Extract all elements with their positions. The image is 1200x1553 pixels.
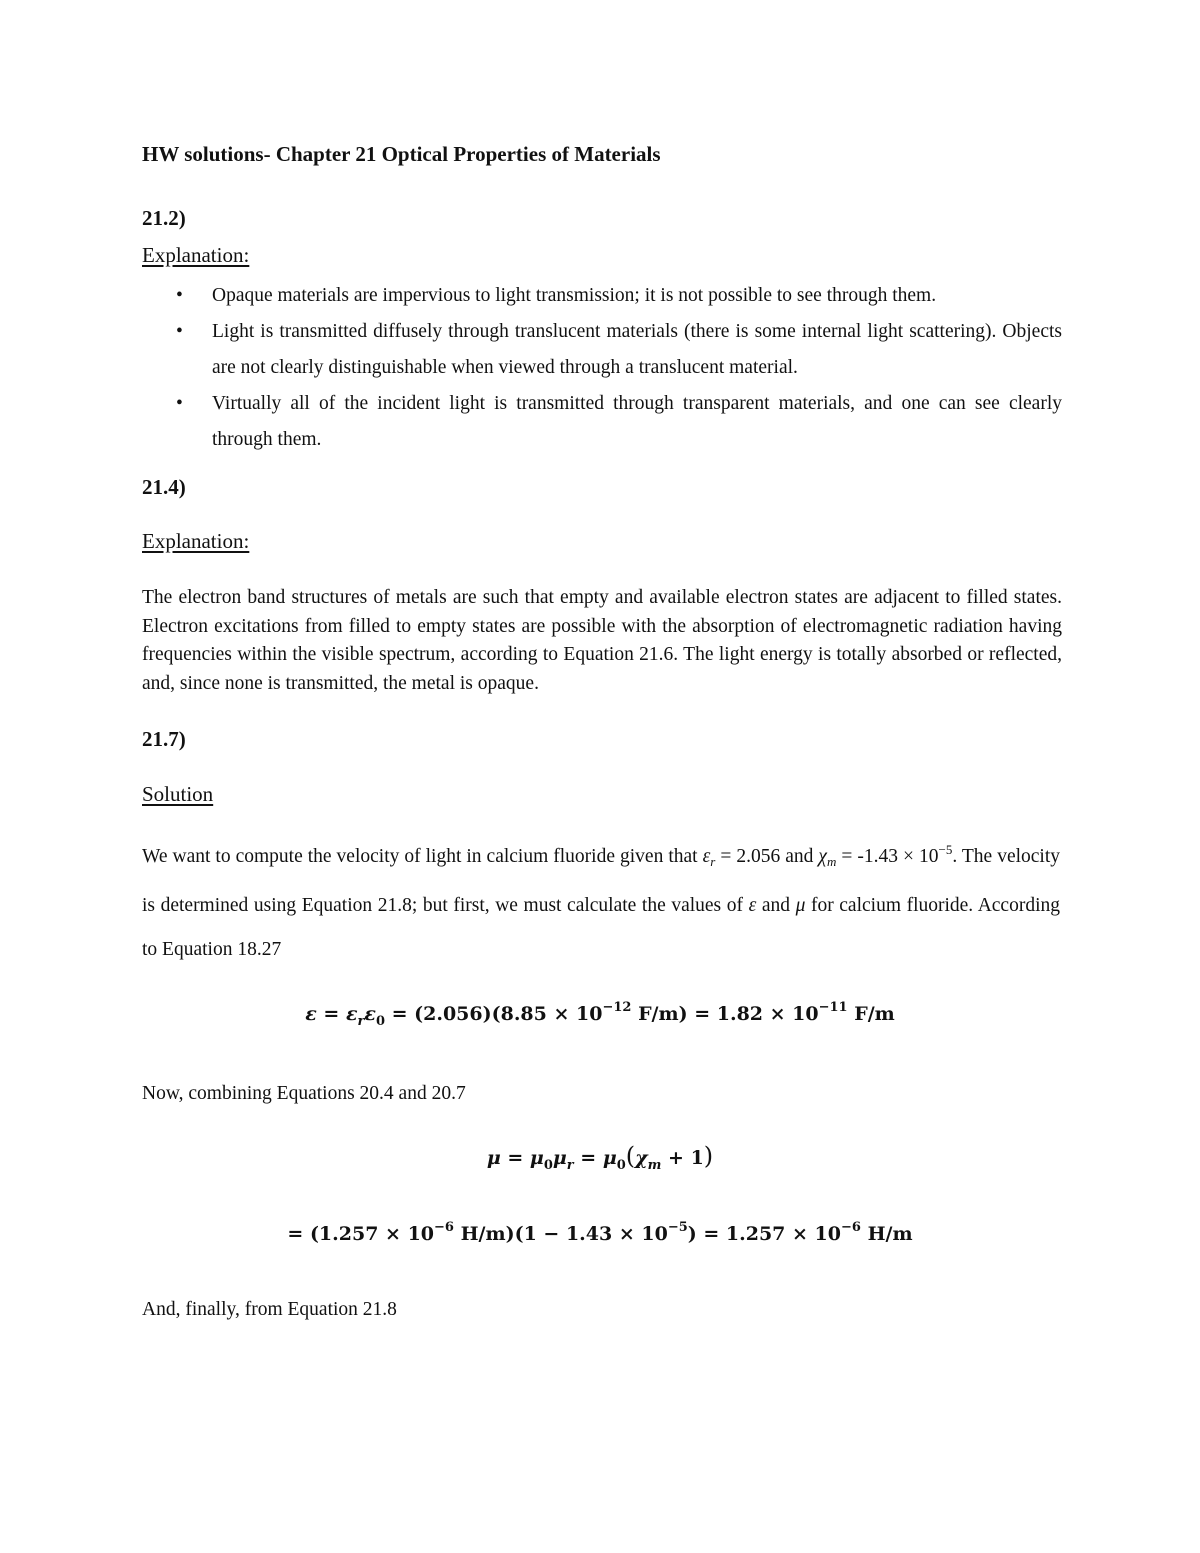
epsilon-symbol: ε xyxy=(748,895,757,916)
chi-m-exponent: −5 xyxy=(938,842,953,857)
problem-number-21-2: 21.2) xyxy=(142,206,186,230)
bullet-text: Opaque materials are impervious to light transmission; it is not possible to see through them. xyxy=(212,285,937,306)
epsilon-r-value: = 2.056 and xyxy=(715,846,819,867)
explanation-paragraph-21-4: The electron band structures of metals are such that empty and available electron states are adjacent to filled states. Electron excitations from filled to empty states are possible with the absorption of electromagnetic radiation having frequencies within the visible spectrum, according to Equation 21.6. The light energy is totally absorbed or reflected, and, since none is transmitted, the metal is opaque. xyxy=(142,587,1062,694)
bullet-item xyxy=(142,314,1062,386)
epsilon-r-symbol: $\varepsilon_r$ xyxy=(702,846,716,869)
permeability-equation: $\mu = \mu_0\mu_r = \mu_0(\chi_m + 1)$ xyxy=(486,1142,714,1173)
bullet-icon: • xyxy=(176,285,183,306)
intro-text-b: . The velocity is determined using Equation 21.8; but first, we must calculate the values of xyxy=(142,846,1061,916)
finally-text: And, finally, from Equation 21.8 xyxy=(142,1299,397,1320)
combining-text: Now, combining Equations 20.4 and 20.7 xyxy=(142,1083,466,1104)
chi-m-symbol: $\chi_m$ xyxy=(818,846,837,869)
solution-intro-paragraph xyxy=(142,828,1060,972)
bullet-text: Light is transmitted diffusely through translucent materials (there is some internal light scattering). Objects are not clearly distinguishable when viewed through a translucent material. xyxy=(212,321,1062,378)
bullet-icon: • xyxy=(176,321,183,342)
bullet-icon: • xyxy=(176,393,183,414)
mu-symbol: μ xyxy=(795,895,806,916)
bullet-item xyxy=(142,278,1062,314)
intro-text-c: and xyxy=(756,895,796,916)
page-title: HW solutions- Chapter 21 Optical Properties of Materials xyxy=(142,142,661,166)
explanation-label-21-4: Explanation: xyxy=(142,529,250,553)
intro-text-a: We want to compute the velocity of light in calcium fluoride given that xyxy=(142,846,703,867)
bullet-list-21-2 xyxy=(142,278,1062,458)
bullet-item xyxy=(142,386,1062,458)
chi-m-value: = -1.43 × 10 xyxy=(836,846,939,867)
intro-text-d: for calcium fluoride. According to Equation 18.27 xyxy=(142,895,1060,960)
problem-number-21-7: 21.7) xyxy=(142,727,186,751)
permittivity-equation: $\varepsilon = \varepsilon_r\varepsilon_0 = (2.056)(8.85 \times 10^{-12}$ $F/m) = 1.82 \times 10^{-11}$ F/m xyxy=(305,1000,895,1029)
problem-number-21-4: 21.4) xyxy=(142,475,186,499)
explanation-label-21-2: Explanation: xyxy=(142,243,250,267)
bullet-text: Virtually all of the incident light is transmitted through transparent materials, and one can see clearly through them. xyxy=(212,393,1062,450)
permeability-numeric-equation: = ($1.257 \times 10^{-6}$ $H/m)(1 - 1.43 \times 10^{-5}) = 1.257 \times 10^{-6}$ H/m xyxy=(287,1220,913,1245)
solution-label-21-7: Solution xyxy=(142,782,214,806)
